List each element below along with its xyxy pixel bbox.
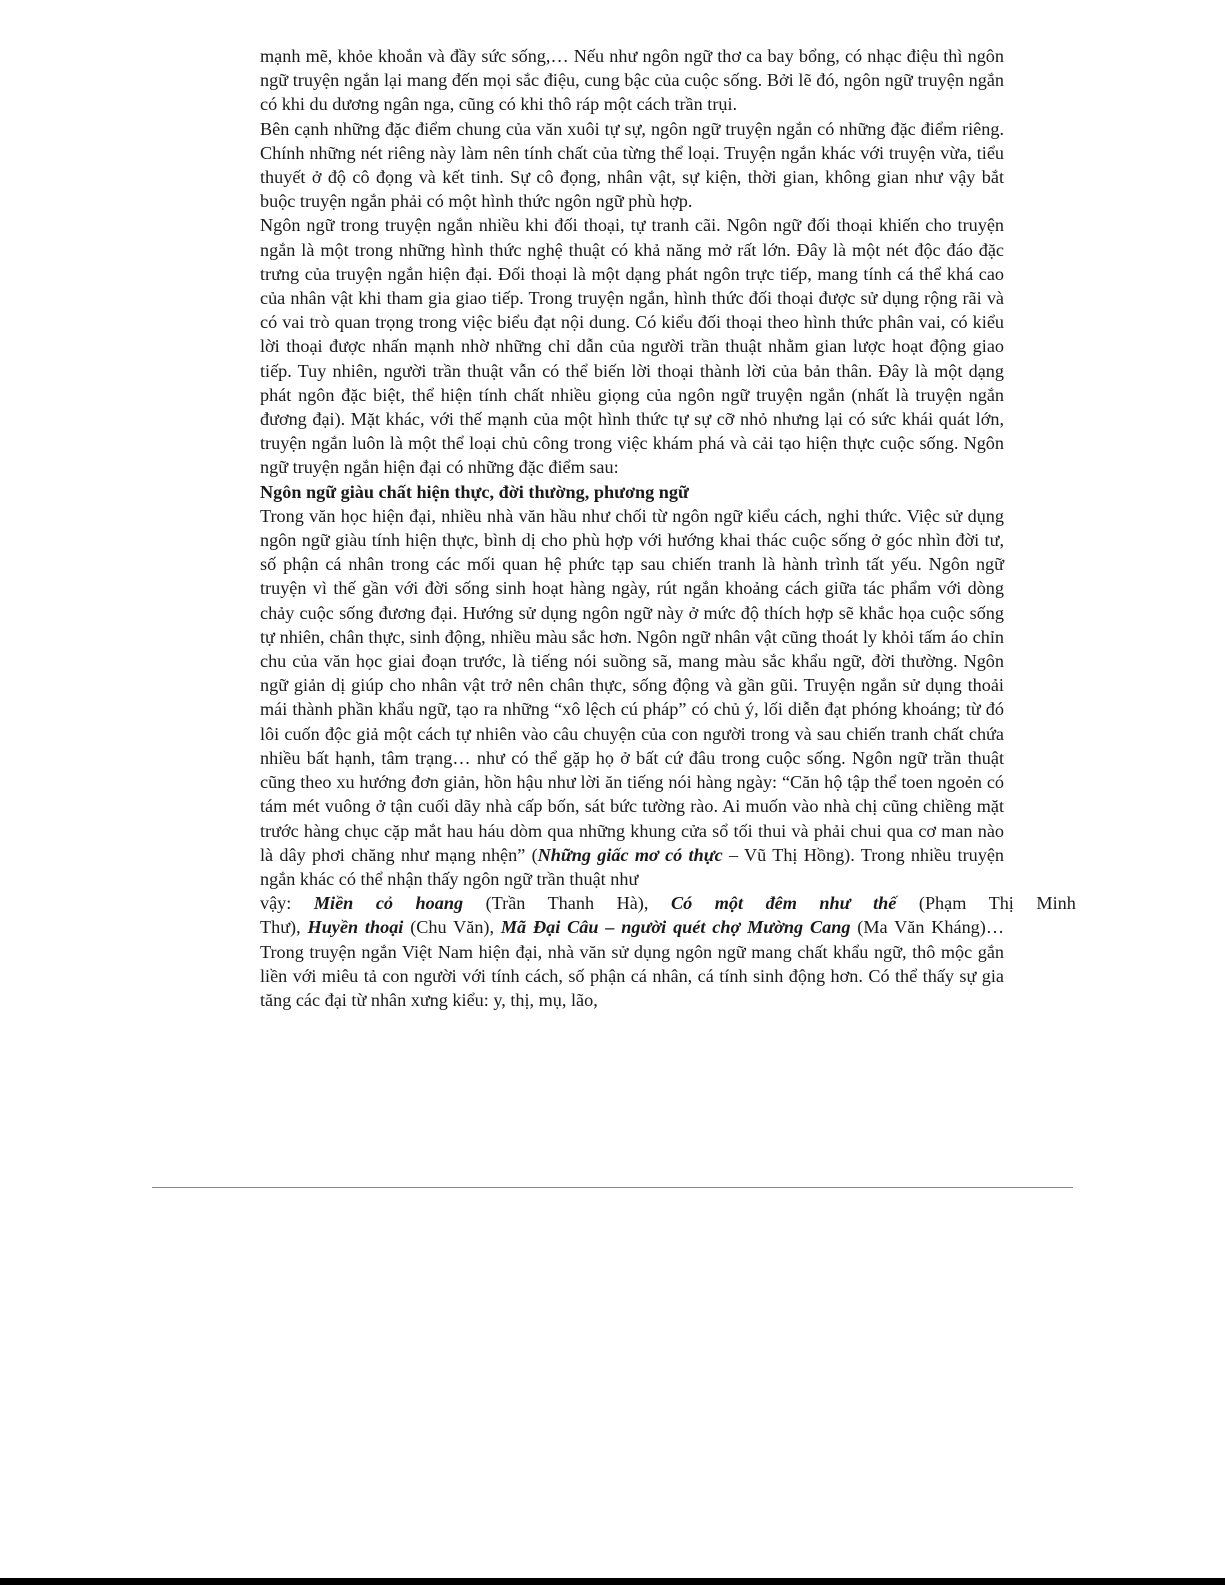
paragraph-4-line bbox=[260, 891, 1076, 915]
paragraph-4-text-2: – Vũ Thị Hồng). Trong nhiều truyện ngắn khác có thể nhận thấy ngôn ngữ trần thuật như bbox=[260, 844, 1004, 889]
bottom-edge-bar bbox=[0, 1578, 1225, 1585]
work-title: Có một đêm như thế bbox=[670, 893, 897, 914]
horizontal-divider bbox=[152, 1187, 1073, 1188]
paragraph-4-text-3: (Ma Văn Kháng)… Trong truyện ngắn Việt Nam hiện đại, nhà văn sử dụng ngôn ngữ mang chất khẩu ngữ, thô mộc gắn liền với miêu tả con người với tính cách, số phận cá nhân, cá tính sinh động hơn. Có thể thấy sự gia tăng các đại từ nhân xưng kiểu: y, thị, mụ, lão, bbox=[260, 917, 1005, 1010]
work-author: (Trần Thanh Hà), bbox=[485, 893, 649, 914]
work-author: (Phạm Thị Minh bbox=[918, 893, 1076, 914]
paragraph-3: Ngôn ngữ trong truyện ngắn nhiều khi đối thoại, tự tranh cãi. Ngôn ngữ đối thoại khiến cho truyện ngắn là một trong những hình thức nghệ thuật có khả năng mở rất lớn. Đây là một nét độc đáo đặc trưng của truyện ngắn hiện đại. Đối thoại là một dạng phát ngôn trực tiếp, mang tính cá thể khá cao của nhân vật khi tham gia giao tiếp. Trong truyện ngắn, hình thức đối thoại được sử dụng rộng rãi và có vai trò quan trọng trong việc biểu đạt nội dung. Có kiểu đối thoại theo hình thức phân vai, có kiểu lời thoại được nhấn mạnh nhờ những chỉ dẫn của người trần thuật nhằm gian lược hoạt động giao tiếp. Tuy nhiên, người trần thuật vẫn có thể biến lời thoại thành lời của bản thân. Đây là một dạng phát ngôn đặc biệt, thể hiện tính chất nhiều giọng của ngôn ngữ truyện ngắn (nhất là truyện ngắn đương đại). Mặt khác, với thế mạnh của một hình thức tự sự cỡ nhỏ nhưng lại có sức khái quát lớn, truyện ngắn luôn là một thể loại chủ công trong việc khám phá và cải tạo hiện thực cuộc sống. Ngôn ngữ truyện ngắn hiện đại có những đặc điểm sau: bbox=[260, 215, 1004, 478]
paragraph-4-end bbox=[260, 915, 1004, 1012]
paragraph-4-text: Trong văn học hiện đại, nhiều nhà văn hầu như chối từ ngôn ngữ kiểu cách, nghi thức. Việc sử dụng ngôn ngữ giàu tính hiện thực, bình dị cho phù hợp với hướng khai thác cuộc sống ở góc nhìn đời tư, số phận cá nhân trong các mối quan hệ phức tạp sau chiến tranh là hành trình tất yếu. Ngôn ngữ truyện vì thế gần với đời sống sinh hoạt hàng ngày, rút ngắn khoảng cách giữa tác phẩm với dòng chảy cuộc sống đương đại. Hướng sử dụng ngôn ngữ này ở mức độ thích hợp sẽ khắc họa cuộc sống tự nhiên, chân thực, sinh động, nhiều màu sắc hơn. Ngôn ngữ nhân vật cũng thoát ly khỏi tấm áo chỉn chu của văn học giai đoạn trước, là tiếng nói suồng sã, mang màu sắc khẩu ngữ, đời thường. Ngôn ngữ giản dị giúp cho nhân vật trở nên chân thực, sống động và gần gũi. Truyện ngắn sử dụng thoải mái thành phần khẩu ngữ, tạo ra những “xô lệch cú pháp” có chủ ý, lối diễn đạt phóng khoáng; từ đó lôi cuốn độc giả một cách tự nhiên vào câu chuyện của con người trong và sau chiến tranh chất chứa nhiều bất hạnh, tâm trạng… như có thể gặp họ ở bất cứ đâu trong cuộc sống. Ngôn ngữ trần thuật cũng theo xu hướng đơn giản, hồn hậu như lời ăn tiếng nói hàng ngày: “Căn hộ tập thể toen ngoẻn có tám mét vuông ở tận cuối dãy nhà cấp bốn, sát bức tường rào. Ai muốn vào nhà chị cũng chiềng mặt trước hàng chục cặp mắt hau háu dòm qua những khung cửa sổ tối thui và phải chui qua cơ man nào là dây phơi chăng như mạng nhện” ( bbox=[260, 505, 1004, 865]
work-title: Những giấc mơ có thực bbox=[537, 844, 723, 865]
work-title: Mã Đại Câu – người quét chợ Mường Cang bbox=[500, 917, 851, 938]
line-start: vậy: bbox=[260, 893, 292, 914]
paragraph-2: Bên cạnh những đặc điểm chung của văn xuôi tự sự, ngôn ngữ truyện ngắn có những đặc điểm riêng. Chính những nét riêng này làm nên tính chất của từng thể loại. Truyện ngắn khác với truyện vừa, tiểu thuyết ở độ cô đọng và kết tinh. Sự cô đọng, nhân vật, sự kiện, thời gian, không gian như vậy bắt buộc truyện ngắn phải có một hình thức ngôn ngữ phù hợp. bbox=[260, 118, 1004, 212]
work-title: Miền cỏ hoang bbox=[313, 893, 464, 914]
paragraph-1: mạnh mẽ, khỏe khoắn và đầy sức sống,… Nếu như ngôn ngữ thơ ca bay bổng, có nhạc điệu thì ngôn ngữ truyện ngắn lại mang đến mọi sắc điệu, cung bậc của cuộc sống. Bởi lẽ đó, ngôn ngữ truyện ngắn có khi du dương ngân nga, cũng có khi thô ráp một cách trần trụi. bbox=[260, 46, 1004, 115]
work-author: (Chu Văn), bbox=[403, 917, 501, 938]
section-heading: Ngôn ngữ giàu chất hiện thực, đời thường, phương ngữ bbox=[260, 481, 689, 502]
line-start: Thư), bbox=[260, 917, 301, 938]
page-body bbox=[260, 44, 1076, 1012]
paragraph-4 bbox=[260, 504, 1004, 891]
work-title: Huyền thoại bbox=[307, 917, 404, 938]
